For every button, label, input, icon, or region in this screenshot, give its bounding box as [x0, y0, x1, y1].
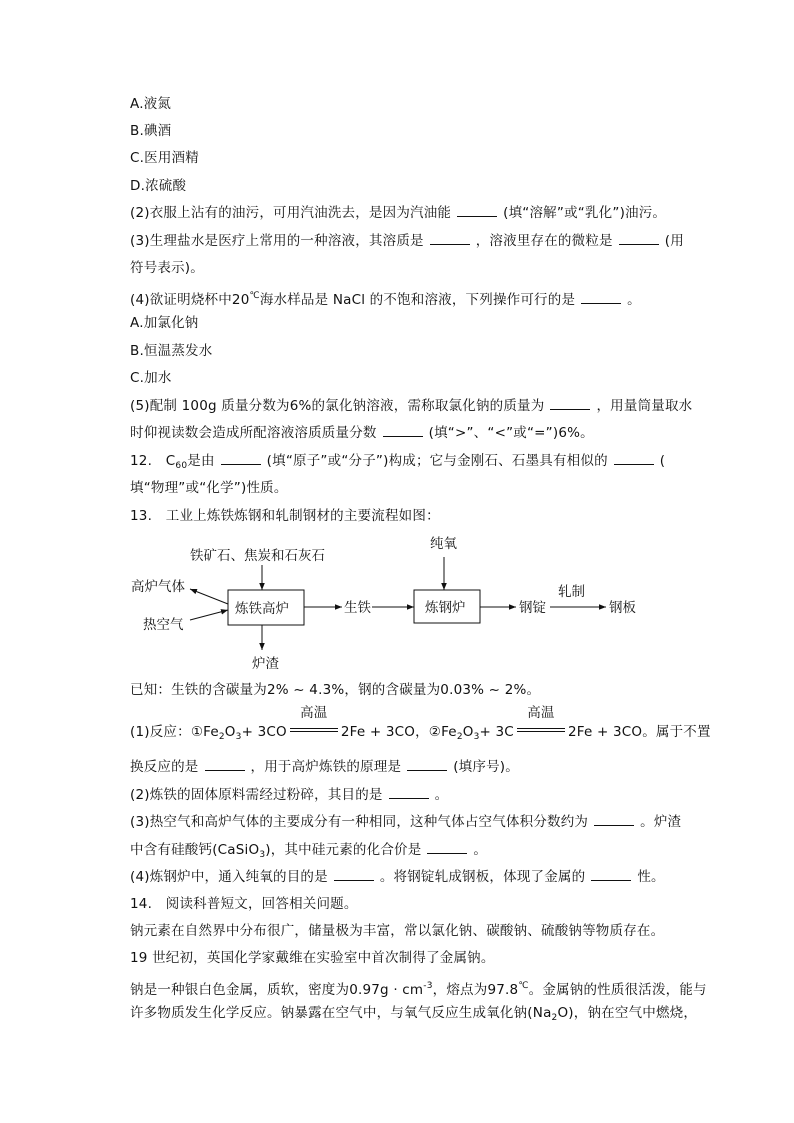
process-flow-diagram	[0, 530, 794, 680]
q11-part2: (2)衣服上沾有的油污，可用汽油洗去，是因为汽油能 (填“溶解”或“乳化”)油污。	[130, 205, 667, 221]
answer-blank[interactable]	[221, 451, 261, 465]
q13-part4: (4)炼钢炉中，通入纯氧的目的是 。将钢锭轧成钢板，体现了金属的 性。	[130, 869, 665, 885]
option-a: A.液氮	[130, 96, 172, 112]
pure-oxygen-label: 纯氧	[430, 536, 457, 552]
blast-gas-label: 高炉气体	[131, 579, 185, 595]
hot-air-label: 热空气	[143, 617, 184, 633]
condition-high-temp: 高温	[290, 716, 338, 736]
q13-part1: (1)反应：$①Fe_2O_3+ 3CO$ 高温 2Fe + 3CO，$②Fe_2O_3+ 3C$ 高温 2Fe + 3CO。属于不置	[130, 705, 711, 742]
option-c: C.医用酒精	[130, 150, 199, 166]
answer-blank[interactable]	[550, 396, 590, 410]
arrow-blast-gas	[190, 589, 228, 604]
option4-b: B.恒温蒸发水	[130, 343, 213, 359]
answer-blank[interactable]	[334, 867, 374, 881]
answer-blank[interactable]	[591, 867, 631, 881]
q11-part5: (5)配制 100g 质量分数为6%的氯化钠溶液，需称取氯化钠的质量为 ，用量筒量取水	[130, 398, 693, 414]
answer-blank[interactable]	[383, 423, 423, 437]
answer-blank[interactable]	[581, 290, 621, 304]
answer-blank[interactable]	[205, 757, 245, 771]
answer-blank[interactable]	[614, 451, 654, 465]
passage-line-4: 许多物质发生化学反应。钠暴露在空气中，与氧气反应生成氧化钠$(Na_2O)$，钠在空气中燃烧，	[130, 1005, 698, 1023]
passage-line-3: 钠是一种银白色金属，质软，密度为$0.97g \cdot cm^{-3}$，熔点为97.8℃。金属钠的性质很活泼，能与	[130, 981, 707, 998]
answer-blank[interactable]	[457, 203, 497, 217]
arrow-hot-air	[190, 610, 228, 620]
option4-c: C.加水	[130, 370, 172, 386]
condition-high-temp: 高温	[517, 716, 565, 736]
known-info: 已知：生铁的含碳量为2% ~ 4.3%，钢的含碳量为0.03% ~ 2%。	[130, 682, 541, 698]
answer-blank[interactable]	[427, 840, 467, 854]
passage-line-2: 19 世纪初，英国化学家戴维在实验室中首次制得了金属钠。	[130, 950, 495, 966]
rolling-label: 轧制	[558, 584, 585, 600]
q11-part5-cont: 时仰视读数会造成所配溶液溶质质量分数 (填“>”、“<”或“=”)6%。	[130, 425, 594, 441]
pig-iron-label: 生铁	[344, 600, 371, 616]
q11-part3: (3)生理盐水是医疗上常用的一种溶液，其溶质是 ，溶液里存在的微粒是 (用	[130, 233, 684, 249]
option4-a: A.加氯化钠	[130, 315, 199, 331]
slag-label: 炉渣	[252, 656, 279, 672]
question-12-cont: 填“物理”或“化学”)性质。	[130, 480, 288, 496]
question-14-title: 14. 阅读科普短文，回答相关问题。	[130, 896, 358, 912]
answer-blank[interactable]	[619, 231, 659, 245]
ingot-label: 钢锭	[519, 600, 546, 616]
answer-blank[interactable]	[594, 812, 634, 826]
answer-blank[interactable]	[389, 785, 429, 799]
question-12: 12. $C_{60}$是由 (填“原子”或“分子”)构成；它与金刚石、石墨具有相似的 (	[130, 453, 666, 471]
q13-part1-cont: 换反应的是 ，用于高炉炼铁的原理是 (填序号)。	[130, 759, 519, 775]
answer-blank[interactable]	[407, 757, 447, 771]
passage-line-1: 钠元素在自然界中分布很广，储量极为丰富，常以氯化钠、碳酸钠、硫酸钠等物质存在。	[130, 923, 665, 939]
plate-label: 钢板	[609, 600, 636, 616]
option-b: B.碘酒	[130, 123, 172, 139]
q13-part3: (3)热空气和高炉气体的主要成分有一种相同，这种气体占空气体积分数约为 。炉渣	[130, 814, 682, 830]
q11-part3-cont: 符号表示)。	[130, 260, 204, 276]
raw-materials-label: 铁矿石、焦炭和石灰石	[190, 548, 325, 564]
q13-part3-cont: 中含有硅酸钙(CaSiO$_3$)，其中硅元素的化合价是 。	[130, 842, 488, 860]
blast-furnace-label: 炼铁高炉	[235, 601, 289, 617]
steel-furnace-label: 炼钢炉	[425, 600, 466, 616]
option-d: D.浓硫酸	[130, 178, 187, 194]
question-13-title: 13. 工业上炼铁炼钢和轧制钢材的主要流程如图：	[130, 508, 440, 524]
q11-part4: (4)欲证明烧杯中20℃海水样品是 NaCl 的不饱和溶液，下列操作可行的是 。	[130, 291, 641, 308]
q13-part2: (2)炼铁的固体原料需经过粉碎，其目的是 。	[130, 787, 449, 803]
answer-blank[interactable]	[430, 231, 470, 245]
